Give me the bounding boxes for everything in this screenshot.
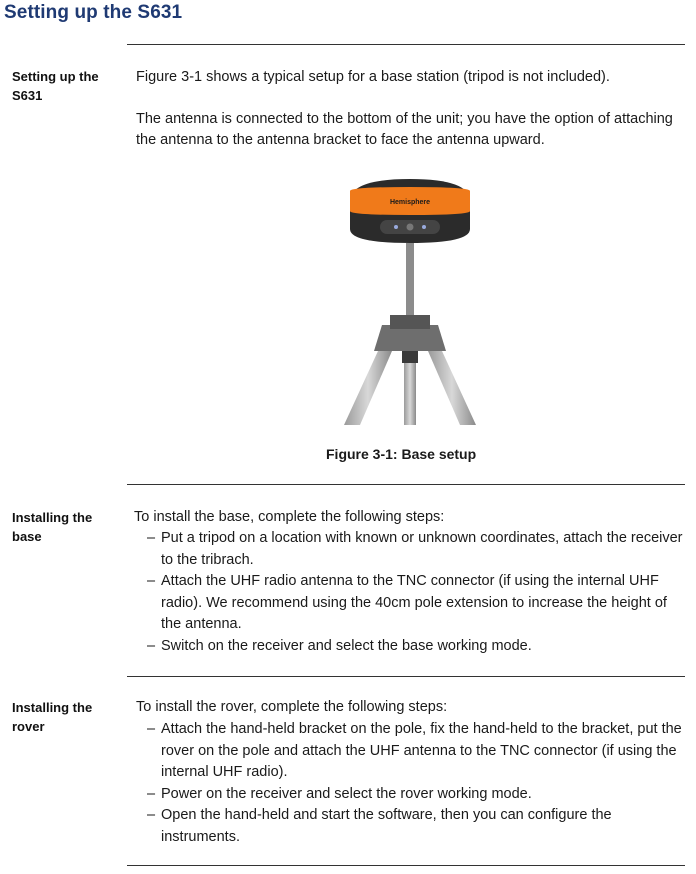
list-item: – Switch on the receiver and select the base working mode. xyxy=(147,637,532,654)
setup-paragraph-1: Figure 3-1 shows a typical setup for a base station (tripod is not included). xyxy=(136,69,610,85)
list-item: – Power on the receiver and select the rover working mode. xyxy=(147,785,532,802)
list-item: – Attach the hand-held bracket on the pole, fix the hand-held to the bracket, put the rover on the pole and attach the UHF antenna to the TNC connector (if using the internal UHF radio). xyxy=(147,721,682,780)
base-setup-figure xyxy=(330,175,490,425)
tripod-leg-center xyxy=(404,363,416,425)
tripod-leg-left xyxy=(344,351,392,425)
section-label-installing-rover: Installing the rover xyxy=(12,700,93,734)
figure-caption: Figure 3-1: Base setup xyxy=(326,446,477,462)
base-intro: To install the base, complete the following steps: xyxy=(134,509,445,525)
setup-paragraph-2: The antenna is connected to the bottom of the unit; you have the option of attaching the antenna to the antenna bracket to face the antenna upward. xyxy=(136,111,673,148)
tribrach xyxy=(390,315,430,329)
power-button-icon xyxy=(407,224,414,231)
section-label-setting-up: Setting up the S631 xyxy=(12,69,99,103)
rover-steps-list xyxy=(147,719,685,848)
section-label-installing-base: Installing the base xyxy=(12,510,93,544)
tripod-leg-right xyxy=(428,351,476,425)
page-title: Setting up the S631 xyxy=(4,2,183,23)
rover-intro: To install the rover, complete the following steps: xyxy=(136,699,448,715)
tripod-knob xyxy=(402,351,418,363)
section-divider xyxy=(127,44,685,45)
brand-logo-text: Hemisphere xyxy=(389,199,431,206)
list-item: – Open the hand-held and start the software, then you can configure the instruments. xyxy=(147,807,612,845)
pole xyxy=(406,243,414,317)
gnss-receiver-on-tripod-image xyxy=(330,175,490,425)
led-icon xyxy=(422,225,426,229)
led-icon xyxy=(394,225,398,229)
base-steps-list xyxy=(147,528,685,657)
section-divider xyxy=(127,865,685,866)
section-divider xyxy=(127,484,685,485)
section-divider xyxy=(127,676,685,677)
list-item: – Put a tripod on a location with known or unknown coordinates, attach the receiver to the tribrach. xyxy=(147,530,683,568)
list-item: – Attach the UHF radio antenna to the TNC connector (if using the internal UHF radio). We recommend using the 40cm pole extension to increase the height of the antenna. xyxy=(147,573,667,632)
